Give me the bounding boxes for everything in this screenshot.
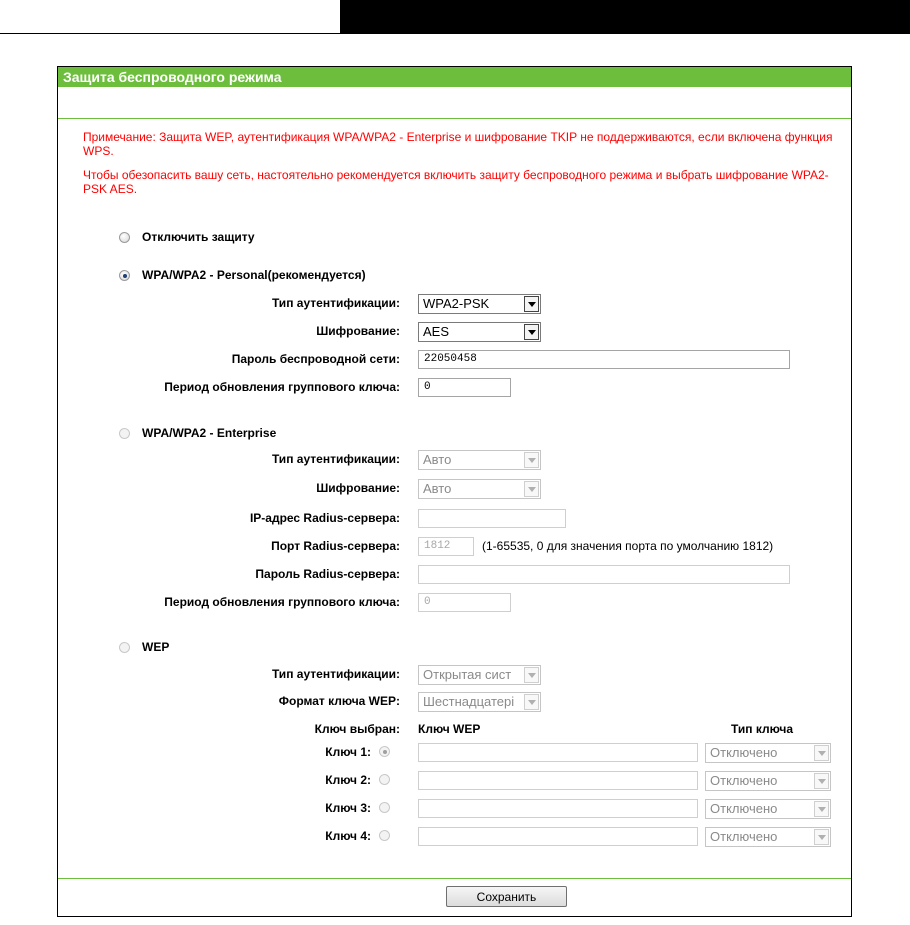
wpa-enterprise-radio[interactable]: [119, 428, 130, 439]
personal-period-input[interactable]: 0: [418, 378, 511, 397]
wep-key4-type-select[interactable]: [705, 827, 831, 847]
chevron-down-icon: [814, 773, 829, 789]
wep-key3-input[interactable]: [418, 799, 698, 818]
wep-label: WEP: [142, 640, 170, 654]
personal-auth-select[interactable]: [418, 294, 541, 314]
wep-key1-label: Ключ 1:: [325, 745, 371, 759]
wep-key3-type-select[interactable]: [705, 799, 831, 819]
wpa-personal-label: WPA/WPA2 - Personal(рекомендуется): [142, 268, 366, 282]
radius-port-hint: (1-65535, 0 для значения порта по умолчанию 1812): [482, 539, 774, 553]
enterprise-enc-label: Шифрование:: [316, 481, 400, 495]
personal-period-label: Период обновления группового ключа:: [164, 380, 400, 394]
wep-key3-type-value: Отключено: [710, 801, 778, 816]
enterprise-port-label: Порт Radius-сервера:: [271, 539, 400, 553]
note-recommendation: Чтобы обезопасить вашу сеть, настоятельно рекомендуется включить защиту беспроводного режима и выбрать шифрование WPA2-PSK AES.: [83, 168, 829, 196]
wep-auth-value: Открытая сист: [423, 667, 512, 682]
save-button[interactable]: Сохранить: [446, 886, 567, 907]
chevron-down-icon: [524, 452, 539, 468]
wep-key2-radio[interactable]: [379, 774, 390, 785]
disable-security-radio[interactable]: [119, 232, 130, 243]
enterprise-pass-label: Пароль Radius-сервера:: [255, 567, 400, 581]
wep-radio[interactable]: [119, 642, 130, 653]
personal-enc-value: AES: [423, 324, 450, 339]
personal-auth-label: Тип аутентификации:: [271, 296, 400, 310]
divider-bottom: [58, 878, 851, 879]
wep-key2-type-select[interactable]: [705, 771, 831, 791]
page-title: Защита беспроводного режима: [58, 67, 851, 87]
wep-auth-select[interactable]: [418, 665, 541, 685]
enterprise-enc-select[interactable]: [418, 479, 541, 499]
wep-key1-type-select[interactable]: [705, 743, 831, 763]
chevron-down-icon: [524, 667, 539, 683]
personal-enc-label: Шифрование:: [316, 324, 400, 338]
wep-auth-label: Тип аутентификации:: [271, 667, 400, 681]
wep-format-label: Формат ключа WEP:: [278, 694, 400, 708]
wep-key1-input[interactable]: [418, 743, 698, 762]
chevron-down-icon: [524, 296, 539, 312]
wep-key4-input[interactable]: [418, 827, 698, 846]
wpa-personal-radio[interactable]: [119, 270, 130, 281]
personal-auth-value: WPA2-PSK: [423, 296, 490, 311]
chevron-down-icon: [524, 694, 539, 710]
enterprise-ip-label: IP-адрес Radius-сервера:: [249, 511, 400, 525]
enterprise-auth-value: Авто: [423, 452, 452, 467]
radius-ip-input[interactable]: [418, 509, 566, 528]
wep-key1-radio[interactable]: [379, 746, 390, 757]
chevron-down-icon: [814, 801, 829, 817]
wep-key4-radio[interactable]: [379, 830, 390, 841]
wireless-security-panel: [57, 66, 852, 917]
top-bar-black: [340, 0, 910, 34]
wep-type-header: Тип ключа: [731, 722, 794, 736]
enterprise-period-label: Период обновления группового ключа:: [164, 595, 400, 609]
chevron-down-icon: [524, 481, 539, 497]
radius-password-input[interactable]: [418, 565, 790, 584]
top-bar-line: [0, 33, 340, 34]
wep-format-value: Шестнадцатері: [423, 694, 515, 709]
personal-password-label: Пароль беспроводной сети:: [231, 352, 400, 366]
enterprise-period-input[interactable]: 0: [418, 593, 511, 612]
enterprise-enc-value: Авто: [423, 481, 452, 496]
wpa-enterprise-label: WPA/WPA2 - Enterprise: [142, 426, 277, 440]
top-bar: [0, 0, 910, 34]
wep-key4-type-value: Отключено: [710, 829, 778, 844]
note-wps: Примечание: Защита WEP, аутентификация WPA/WPA2 - Enterprise и шифрование TKIP не поддерживаются, если включена функция WPS.: [83, 130, 833, 158]
wep-key2-type-value: Отключено: [710, 773, 778, 788]
divider-top: [58, 118, 851, 119]
wep-key3-label: Ключ 3:: [325, 801, 371, 815]
wep-key3-radio[interactable]: [379, 802, 390, 813]
disable-security-label: Отключить защиту: [142, 230, 255, 244]
wep-key2-label: Ключ 2:: [325, 773, 371, 787]
wep-selected-header: Ключ выбран:: [314, 722, 400, 736]
chevron-down-icon: [814, 829, 829, 845]
personal-enc-select[interactable]: [418, 322, 541, 342]
chevron-down-icon: [814, 745, 829, 761]
wep-key-header: Ключ WEP: [418, 722, 481, 736]
wep-key2-input[interactable]: [418, 771, 698, 790]
wep-key4-label: Ключ 4:: [325, 829, 371, 843]
wep-format-select[interactable]: [418, 692, 541, 712]
chevron-down-icon: [524, 324, 539, 340]
enterprise-auth-label: Тип аутентификации:: [271, 452, 400, 466]
wep-key1-type-value: Отключено: [710, 745, 778, 760]
radius-port-input[interactable]: 1812: [418, 537, 474, 556]
personal-password-input[interactable]: 22050458: [418, 350, 790, 369]
enterprise-auth-select[interactable]: [418, 450, 541, 470]
